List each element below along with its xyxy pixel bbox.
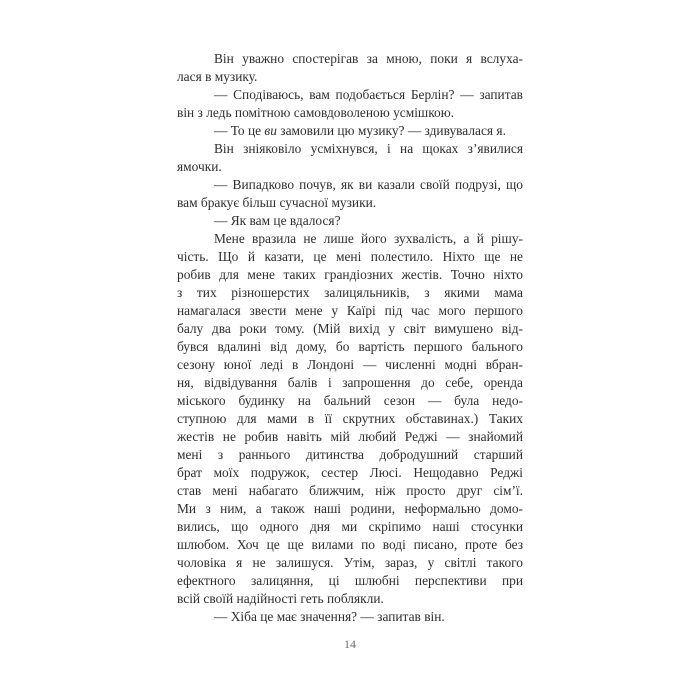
- text-line: шлюбом. Хоч це ще вилами по воді писано, проте без: [177, 537, 523, 552]
- page-number: 14: [344, 637, 356, 651]
- italic-text: ви: [264, 123, 277, 138]
- text-line: всій своїй надійності геть поблякли.: [177, 591, 384, 606]
- text-line: став мені набагато ближчим, ніж просто друг сім’ї.: [177, 483, 523, 498]
- text-line: — Сподіваюсь, вам подобається Берлін? — запитав: [214, 87, 523, 102]
- text-segment: замовили цю музику? — здивувалася я.: [276, 123, 506, 138]
- paragraph: [177, 176, 523, 212]
- text-line: намагалася звести мене у Каїрі під час мого першого: [177, 303, 523, 318]
- text-line: Ми з ним, а також наші родини, неформально домо-: [177, 501, 523, 516]
- text-line: ефектного залицяння, ці шлюбні перспективи при: [177, 573, 523, 588]
- paragraph: [177, 122, 523, 140]
- text-line: жестів не робив навіть мій любий Реджі — знайомий: [177, 429, 523, 444]
- text-line: балу два роки тому. (Мій вихід у світ вимушено від-: [177, 321, 523, 336]
- paragraph: [177, 608, 523, 626]
- text-line: сезону юної леді в Лондоні — численні модні вбран-: [177, 357, 523, 372]
- paragraph: [177, 50, 523, 86]
- text-line: з тих різношерстих залицяльників, з якими мама: [177, 285, 523, 300]
- text-line: — Як вам це вдалося?: [214, 213, 341, 228]
- text-line: він з ледь помітною самовдоволеною усмішкою.: [177, 105, 455, 120]
- text-line: брат моїх подружок, сестер Люсі. Нещодавно Реджі: [177, 465, 523, 480]
- paragraph: [177, 86, 523, 122]
- text-line: — Випадково почув, як ви казали своїй подрузі, що: [214, 177, 523, 192]
- text-line: мені з раннього дитинства добродушний старший: [177, 447, 523, 462]
- text-line: ня, відвідування балів і запрошення до себе, оренда: [177, 375, 523, 390]
- text-line: чість. Що й казати, це мені полестило. Ніхто ще не: [177, 249, 523, 264]
- text-line: Мене вразила не лише його зухвалість, а й рішу-: [214, 231, 523, 246]
- paragraph: [177, 230, 523, 608]
- text-line: Він уважно спостерігав за мною, поки я вслуха-: [214, 51, 523, 66]
- text-line: [177, 122, 523, 140]
- text-line: бувся вдалині від дому, бо вартість першого бального: [177, 339, 523, 354]
- text-line: лася в музику.: [177, 69, 258, 84]
- text-line: робив для мене таких грандіозних жестів. Точно ніхто: [177, 267, 523, 282]
- text-line: Він зніяковіло усміхнувся, і на щоках з’явилися: [214, 141, 523, 156]
- text-segment: — То це: [214, 123, 265, 138]
- text-line: вам бракує більш сучасної музики.: [177, 195, 377, 210]
- text-line: вились, що одного дня ми скріпимо наші стосунки: [177, 519, 523, 534]
- text-line: ступною для мами в її скрутних обставинах.) Таких: [177, 411, 523, 426]
- text-line: ямочки.: [177, 159, 222, 174]
- paragraph: [177, 212, 523, 230]
- text-block: [177, 50, 523, 626]
- paragraph: [177, 140, 523, 176]
- text-line: — Хіба це має значення? — запитав він.: [214, 609, 445, 624]
- text-line: міського будинку на бальний сезон — була недо-: [177, 393, 523, 408]
- text-line: чоловіка я не залишуся. Утім, зараз, у світлі такого: [177, 555, 523, 570]
